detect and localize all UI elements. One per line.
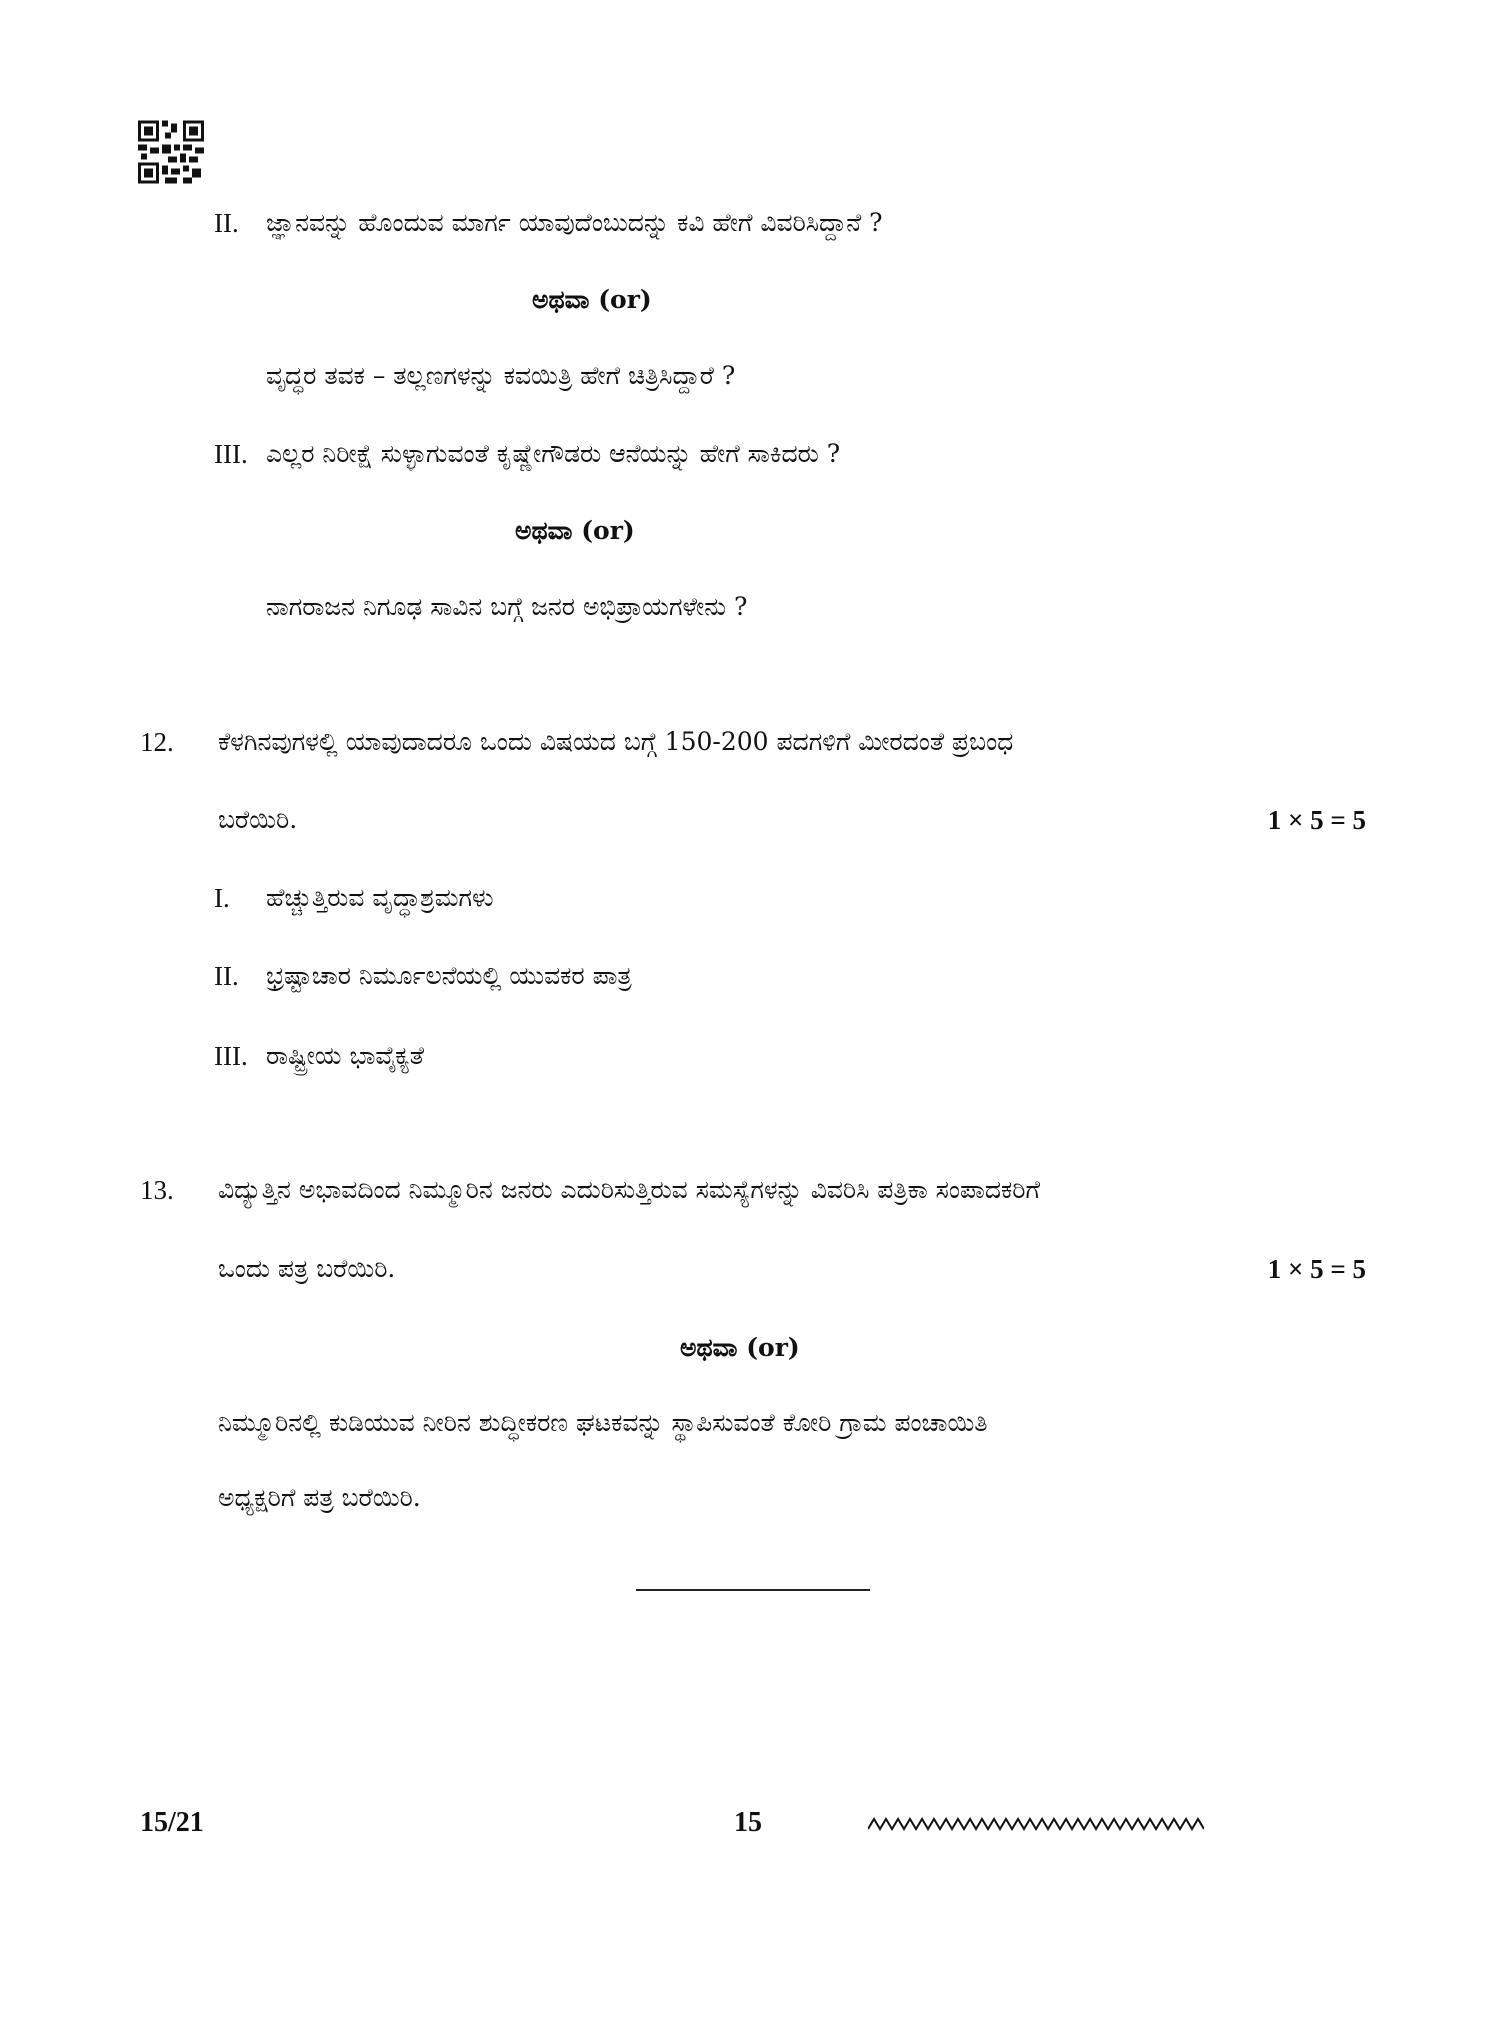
alternative-question-text: ನಾಗರಾಜನ ನಿಗೂಢ ಸಾವಿನ ಬಗ್ಗೆ ಜನರ ಅಭಿಪ್ರಾಯಗಳೇನು ? [266, 592, 748, 621]
alternative-question-text: ನಿಮ್ಮೂರಿನಲ್ಲಿ ಕುಡಿಯುವ ನೀರಿನ ಶುದ್ಧೀಕರಣ ಘಟಕವನ್ನು ಸ್ಥಾಪಿಸುವಂತೆ ಕೋರಿ ಗ್ರಾಮ ಪಂಚಾಯಿತಿ [218, 1408, 988, 1437]
or-separator: ಅಥವಾ (or) [680, 1333, 800, 1362]
or-separator: ಅಥವಾ (or) [515, 516, 635, 545]
essay-option: ರಾಷ್ಟ್ರೀಯ ಭಾವೈಕ್ಯತೆ [266, 1041, 425, 1070]
alternative-question-text: ವೃದ್ಧರ ತವಕ – ತಲ್ಲಣಗಳನ್ನು ಕವಯಿತ್ರಿ ಹೇಗೆ ಚಿತ್ರಿಸಿದ್ದಾರೆ ? [266, 361, 736, 390]
marks: 1 × 5 = 5 [1267, 1254, 1366, 1284]
option-number: I. [214, 883, 230, 913]
marks: 1 × 5 = 5 [1267, 805, 1366, 835]
subquestion-number: II. [214, 208, 239, 238]
question-text: ಜ್ಞಾನವನ್ನು ಹೊಂದುವ ಮಾರ್ಗ ಯಾವುದೆಂಬುದನ್ನು ಕವಿ ಹೇಗೆ ವಿವರಿಸಿದ್ದಾನೆ ? [266, 208, 883, 237]
essay-option: ಹೆಚ್ಚುತ್ತಿರುವ ವೃದ್ಧಾಶ್ರಮಗಳು [266, 883, 494, 912]
end-rule [636, 1589, 870, 1591]
option-number: II. [214, 961, 239, 991]
alternative-question-text-continued: ಅಧ್ಯಕ್ಷರಿಗೆ ಪತ್ರ ಬರೆಯಿರಿ. [218, 1483, 421, 1512]
option-number: III. [214, 1041, 248, 1071]
question-number: 12. [140, 727, 174, 757]
question-text-continued: ಒಂದು ಪತ್ರ ಬರೆಯಿರಿ. [218, 1254, 396, 1283]
question-number: 13. [140, 1175, 174, 1205]
paper-code: 15/21 [140, 1807, 204, 1838]
wavy-line-decoration [868, 1815, 1204, 1835]
page-number: 15 [734, 1807, 762, 1838]
qr-code-icon [138, 120, 204, 184]
question-text: ವಿದ್ಯುತ್ತಿನ ಅಭಾವದಿಂದ ನಿಮ್ಮೂರಿನ ಜನರು ಎದುರಿಸುತ್ತಿರುವ ಸಮಸ್ಯೆಗಳನ್ನು ವಿವರಿಸಿ ಪತ್ರಿಕಾ ಸಂಪಾದಕರಿಗೆ [218, 1175, 1040, 1204]
or-separator: ಅಥವಾ (or) [532, 285, 652, 314]
question-text: ಎಲ್ಲರ ನಿರೀಕ್ಷೆ ಸುಳ್ಳಾಗುವಂತೆ ಕೃಷ್ಣೇಗೌಡರು ಆನೆಯನ್ನು ಹೇಗೆ ಸಾಕಿದರು ? [266, 439, 841, 468]
question-text: ಕೆಳಗಿನವುಗಳಲ್ಲಿ ಯಾವುದಾದರೂ ಒಂದು ವಿಷಯದ ಬಗ್ಗೆ 150-200 ಪದಗಳಿಗೆ ಮೀರದಂತೆ ಪ್ರಬಂಧ [218, 727, 1014, 756]
essay-option: ಭ್ರಷ್ಟಾಚಾರ ನಿರ್ಮೂಲನೆಯಲ್ಲಿ ಯುವಕರ ಪಾತ್ರ [266, 961, 632, 990]
subquestion-number: III. [214, 439, 248, 469]
question-text-continued: ಬರೆಯಿರಿ. [218, 805, 298, 834]
